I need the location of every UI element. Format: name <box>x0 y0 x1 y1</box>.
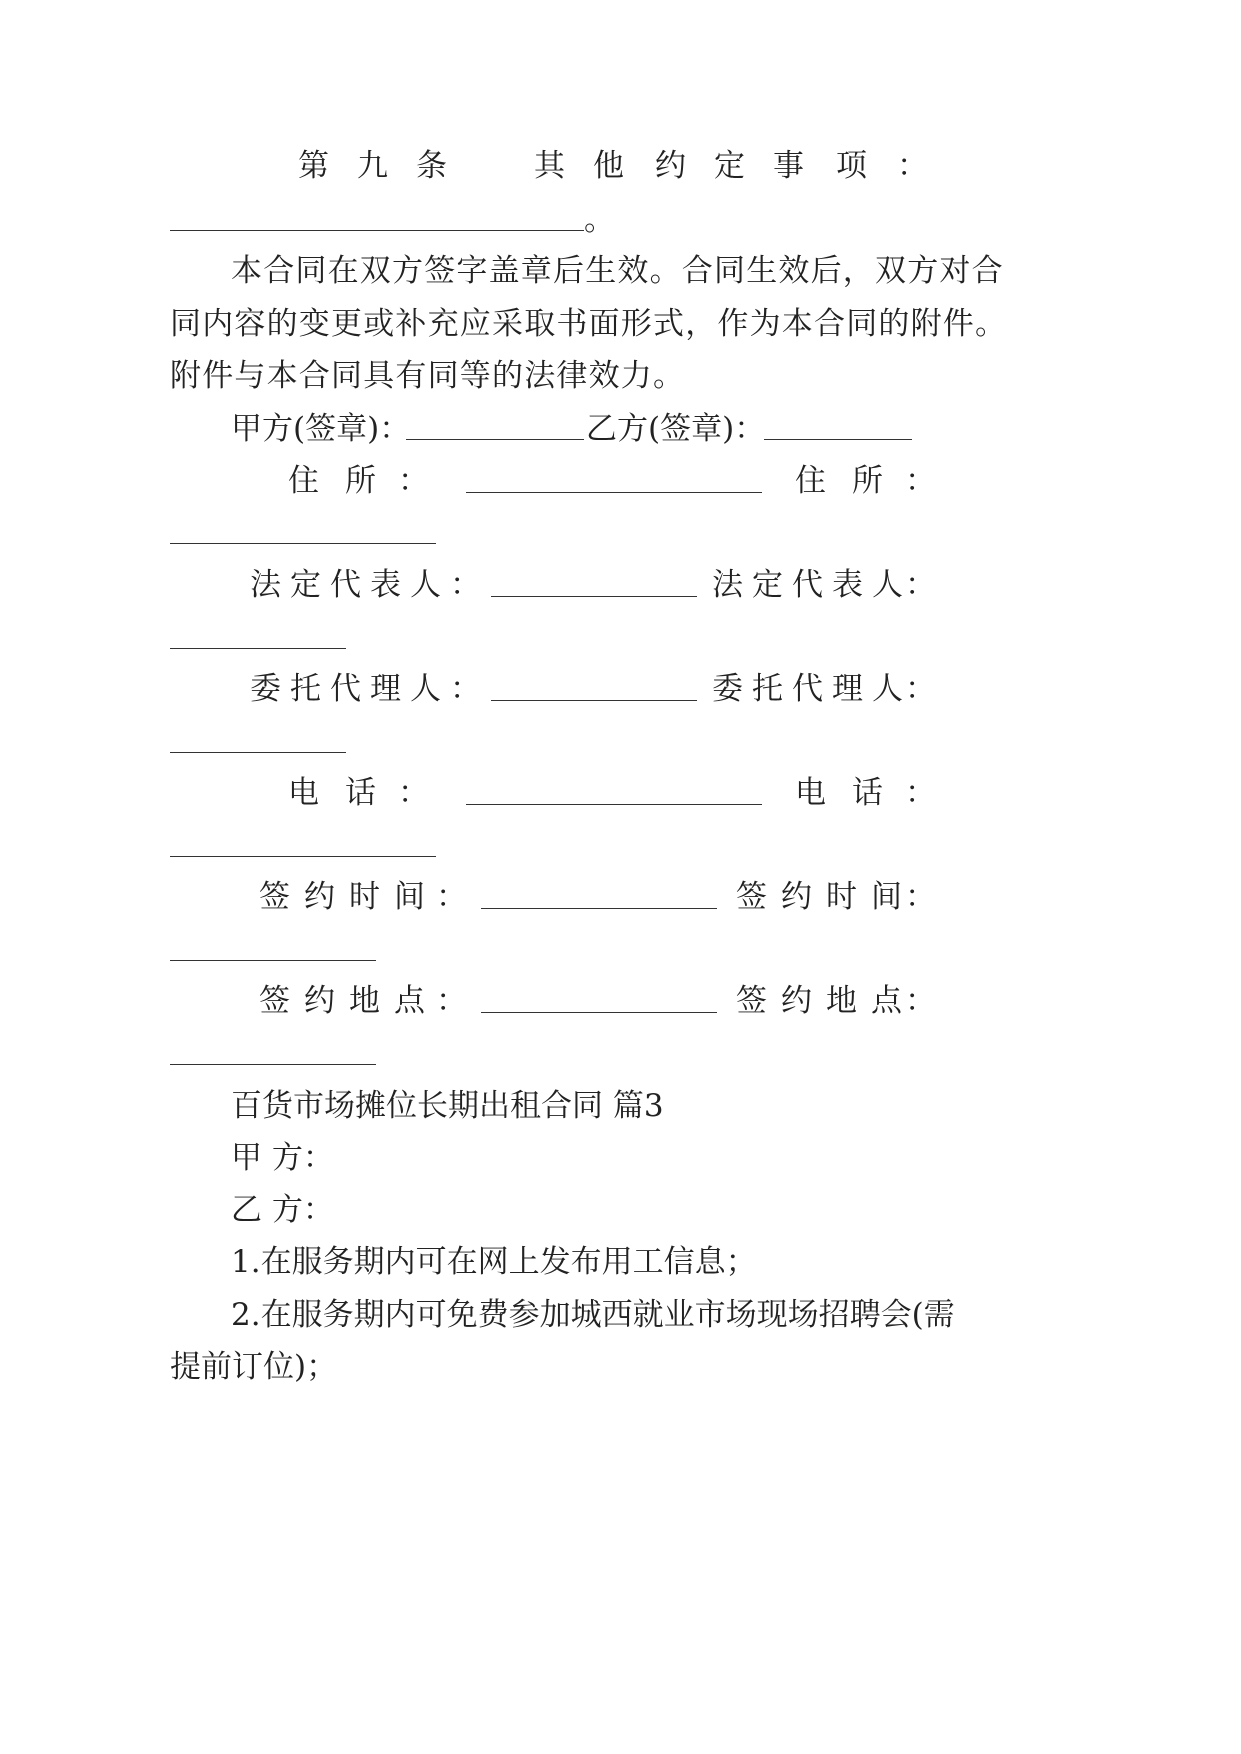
blank-line <box>170 543 436 544</box>
agent-label-char: 人 <box>872 671 903 707</box>
legal-rep-label-char: ： <box>905 567 936 603</box>
agent-label-char: 理 <box>832 671 863 707</box>
sign-place-label-char: ： <box>436 983 467 1019</box>
sign-time-label-char: 时 <box>349 879 380 915</box>
legal-rep-label-char: 人 <box>410 567 441 603</box>
section3-item: 提前订位)； <box>170 1349 338 1385</box>
sign-time-label-char: ： <box>436 879 467 915</box>
sign-place-label-char: 约 <box>304 983 335 1019</box>
legal-rep-label-char: 定 <box>290 567 321 603</box>
phone-label-char: 电 <box>795 775 826 811</box>
sign-time-label-char: 约 <box>781 879 812 915</box>
blank-line <box>764 439 912 440</box>
blank-line <box>491 596 697 597</box>
legal-rep-label-char: 法 <box>250 567 281 603</box>
sign-place-label-char: ： <box>905 983 936 1019</box>
phone-label-char: 话 <box>345 775 376 811</box>
article9-char: 他 <box>593 148 624 184</box>
party-a-sign-label: 甲方(签章)： <box>231 411 411 447</box>
blank-line <box>170 648 346 649</box>
blank-line <box>170 230 584 231</box>
sign-time-label-char: 签 <box>736 879 767 915</box>
legal-rep-label-char: 表 <box>832 567 863 603</box>
paragraph-line: 附件与本合同具有同等的法律效力。 <box>170 358 686 394</box>
paragraph-line: 同内容的变更或补充应采取书面形式，作为本合同的附件。 <box>170 306 1008 342</box>
article9-char: 九 <box>357 148 388 184</box>
blank-line <box>481 908 717 909</box>
legal-rep-label-char: 人 <box>872 567 903 603</box>
party-b-sign-label: 乙方(签章)： <box>586 411 766 447</box>
sign-time-label-char: ： <box>905 879 936 915</box>
section3-item: 1.在服务期内可在网上发布用工信息； <box>231 1244 757 1280</box>
section3-title: 百货市场摊位长期出租合同 篇3 <box>231 1088 664 1124</box>
article9-char: 定 <box>714 148 745 184</box>
paragraph-line: 本合同在双方签字盖章后生效。合同生效后，双方对合 <box>231 253 1004 289</box>
blank-line <box>491 700 697 701</box>
phone-label-char: ： <box>905 775 936 811</box>
sign-place-label-char: 点 <box>394 983 425 1019</box>
blank-line <box>170 856 436 857</box>
agent-label-char: 委 <box>712 671 743 707</box>
article9-char: 条 <box>416 148 447 184</box>
address-label-char: ： <box>398 463 429 499</box>
phone-label-char: 电 <box>288 775 319 811</box>
blank-line <box>466 804 762 805</box>
blank-line <box>466 492 762 493</box>
address-label-char: 住 <box>795 463 826 499</box>
agent-label-char: 托 <box>290 671 321 707</box>
sign-place-label-char: 地 <box>349 983 380 1019</box>
address-label-char: 住 <box>288 463 319 499</box>
sign-time-label-char: 间 <box>871 879 902 915</box>
sign-time-label-char: 约 <box>304 879 335 915</box>
article9-end-mark: 。 <box>584 202 615 238</box>
section3-party-b: 乙 方： <box>231 1192 334 1228</box>
address-label-char: 所 <box>852 463 883 499</box>
agent-label-char: 代 <box>792 671 823 707</box>
article9-char: ： <box>897 148 928 184</box>
section3-party-a: 甲 方： <box>231 1140 334 1176</box>
legal-rep-label-char: 代 <box>330 567 361 603</box>
agent-label-char: 托 <box>752 671 783 707</box>
legal-rep-label-char: 定 <box>752 567 783 603</box>
blank-line <box>170 752 346 753</box>
sign-place-label-char: 点 <box>871 983 902 1019</box>
legal-rep-label-char: 代 <box>792 567 823 603</box>
sign-place-label-char: 签 <box>259 983 290 1019</box>
blank-line <box>170 1064 376 1065</box>
sign-time-label-char: 间 <box>394 879 425 915</box>
legal-rep-label-char: 表 <box>370 567 401 603</box>
sign-place-label-char: 地 <box>826 983 857 1019</box>
sign-time-label-char: 签 <box>259 879 290 915</box>
agent-label-char: ： <box>450 671 481 707</box>
section3-item: 2.在服务期内可免费参加城西就业市场现场招聘会(需 <box>231 1297 955 1333</box>
phone-label-char: 话 <box>852 775 883 811</box>
blank-line <box>481 1012 717 1013</box>
blank-line <box>406 439 584 440</box>
article9-char: 项 <box>836 148 867 184</box>
article9-char: 其 <box>534 148 565 184</box>
agent-label-char: 代 <box>330 671 361 707</box>
article9-char: 第 <box>298 148 329 184</box>
agent-label-char: 委 <box>250 671 281 707</box>
agent-label-char: 人 <box>410 671 441 707</box>
sign-time-label-char: 时 <box>826 879 857 915</box>
blank-line <box>170 960 376 961</box>
address-label-char: ： <box>905 463 936 499</box>
legal-rep-label-char: 法 <box>712 567 743 603</box>
agent-label-char: 理 <box>370 671 401 707</box>
legal-rep-label-char: ： <box>450 567 481 603</box>
sign-place-label-char: 约 <box>781 983 812 1019</box>
phone-label-char: ： <box>398 775 429 811</box>
agent-label-char: ： <box>905 671 936 707</box>
article9-char: 约 <box>655 148 686 184</box>
article9-char: 事 <box>773 148 804 184</box>
sign-place-label-char: 签 <box>736 983 767 1019</box>
address-label-char: 所 <box>345 463 376 499</box>
